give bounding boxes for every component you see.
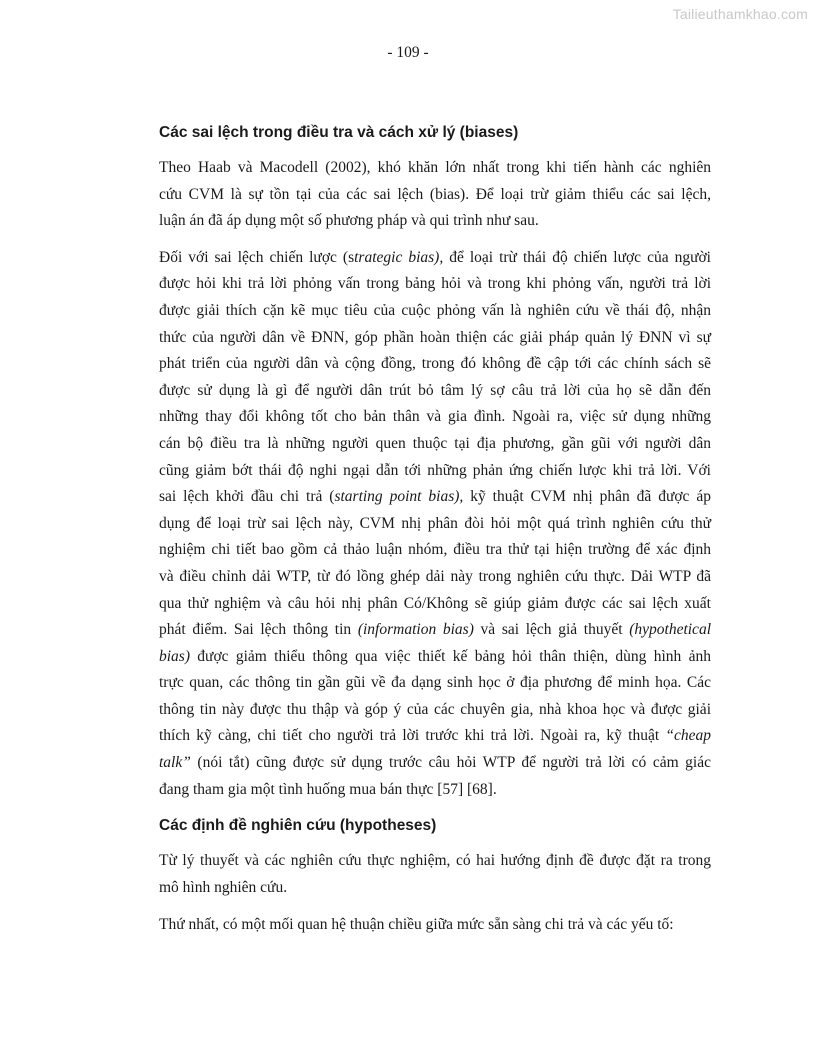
text-line: nghiệm chi tiết bao gồm cả thảo luận nhóm, điều tra thử tại hiện trường để xác định	[159, 541, 711, 559]
text-line: Đối với sai lệch chiến lược (strategic bias), để loại trừ thái độ chiến lược của người	[159, 248, 711, 266]
text-line: thức của người dân về ĐNN, góp phần hoàn thiện các giải pháp quản lý ĐNN vì sự	[159, 328, 711, 346]
text-line: talk” (nói tắt) cũng được sử dụng trước câu hỏi WTP để người trả lời có cảm giác	[159, 754, 711, 772]
text-line: bias) được giảm thiểu thông qua việc thiết kế bảng hỏi thân thiện, dùng hình ảnh	[159, 647, 711, 665]
text-line: Theo Haab và Macodell (2002), khó khăn lớn nhất trong khi tiến hành các nghiên	[159, 159, 711, 176]
text-line: phát điểm. Sai lệch thông tin (information bias) và sai lệch giả thuyết (hypothetical	[159, 621, 711, 639]
text-line: cán bộ điều tra là những người quen thuộc tại địa phương, gần gũi với người dân	[159, 434, 711, 452]
watermark: Tailieuthamkhao.com	[672, 6, 808, 22]
section-heading-biases: Các sai lệch trong điều tra và cách xử lý (biases)	[159, 124, 519, 141]
text-line: được giải thích cặn kẽ mục tiêu của cuộc phỏng vấn là nghiên cứu về thái độ, nhận	[159, 301, 711, 319]
paragraph-hypotheses-intro	[159, 848, 711, 901]
page-number: - 109 -	[387, 44, 429, 61]
text-line: sai lệch khởi đầu chi trả (starting point bias), kỹ thuật CVM nhị phân đã được áp	[159, 488, 711, 506]
text-line: qua thử nghiệm và câu hỏi nhị phân Có/Không sẽ giúp giảm được các sai lệch xuất	[159, 594, 711, 612]
text-line: trực quan, các thông tin gần gũi về đa dạng sinh học ở địa phương để minh họa. Các	[159, 674, 711, 692]
text-line: cứu CVM là sự tồn tại của các sai lệch (bias). Để loại trừ giảm thiểu các sai lệch,	[159, 185, 711, 203]
text-line: thông tin này được thu thập và góp ý của các chuyên gia, nhà khoa học và được giải	[159, 700, 711, 718]
document-body	[159, 120, 711, 939]
section-heading-hypotheses: Các định đề nghiên cứu (hypotheses)	[159, 817, 437, 835]
paragraph-first-hypothesis	[159, 912, 711, 939]
text-line: được sử dụng là gì để người dân trút bỏ tâm lý sợ câu trả lời của họ sẽ dẫn đến	[159, 381, 711, 399]
text-line: luận án đã áp dụng một số phương pháp và qui trình như sau.	[159, 212, 539, 230]
text-line: thích kỹ càng, chi tiết cho người trả lời trước khi trả lời. Ngoài ra, kỹ thuật “cheap	[159, 727, 711, 745]
text-line: cũng giảm bớt thái độ nghi ngại dẫn tới những phản ứng chiến lược khi trả lời. Với	[159, 461, 711, 479]
text-line: mô hình nghiên cứu.	[159, 878, 288, 896]
text-line: đang tham gia một tình huống mua bán thực [57] [68].	[159, 780, 497, 798]
paragraph-bias-handling	[159, 245, 711, 803]
text-line: phát triển của người dân và cộng đồng, trong đó không đề cập tới các chính sách sẽ	[159, 355, 711, 373]
text-line: và điều chỉnh dải WTP, từ đó lồng ghép dải này trong nghiên cứu thực. Dải WTP đã	[159, 567, 711, 585]
text-line: những thay đổi không tốt cho bản thân và gia đình. Ngoài ra, việc sử dụng những	[159, 408, 711, 426]
text-line: dụng để loại trừ sai lệch này, CVM nhị phân đòi hỏi một quá trình nghiên cứu thử	[159, 514, 711, 532]
text-line: được hỏi khi trả lời phỏng vấn trong bảng hỏi và trong khi phỏng vấn, người trả lời	[159, 275, 711, 293]
text-line: Từ lý thuyết và các nghiên cứu thực nghiệm, có hai hướng định đề được đặt ra trong	[159, 852, 711, 870]
paragraph-intro	[159, 155, 711, 235]
text-line: Thứ nhất, có một mối quan hệ thuận chiều giữa mức sẵn sàng chi trả và các yếu tố:	[159, 916, 674, 934]
